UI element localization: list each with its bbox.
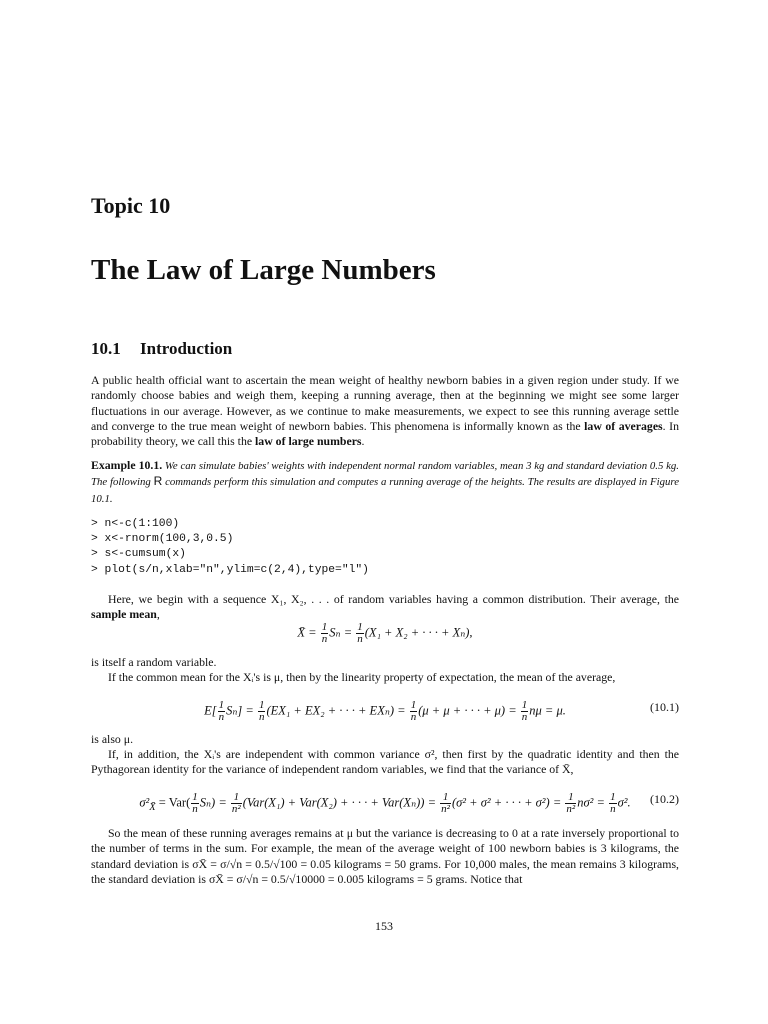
para3-line1: is itself a random variable. [91, 655, 217, 669]
denominator: n [218, 711, 225, 723]
fraction [258, 700, 266, 723]
random-variable-paragraph [91, 655, 679, 686]
intro-paragraph [91, 373, 679, 449]
fraction [440, 792, 451, 815]
intro-text-c: . [361, 434, 365, 449]
page-number: 153 [375, 919, 393, 933]
numerator: 1 [565, 792, 576, 804]
equation-sample-mean [91, 622, 679, 645]
example-paragraph [91, 458, 679, 507]
denominator: n² [566, 803, 576, 815]
section-heading [91, 339, 679, 359]
term-sample-mean: sample mean [91, 607, 157, 622]
numerator: 1 [258, 699, 265, 711]
fraction [321, 622, 329, 645]
para2-text-a: Here, we begin with a sequence X₁, X₂, . . . of random variables having a common distribution. Their average, the [108, 592, 679, 606]
eq2-part: Sₙ] = [226, 703, 257, 718]
numerator: 1 [440, 792, 451, 804]
numerator: 1 [410, 699, 417, 711]
numerator: 1 [357, 621, 363, 633]
numerator: 1 [192, 791, 198, 803]
section-title: Introduction [140, 339, 233, 358]
numerator: 1 [321, 621, 328, 633]
eq3-subscript: X̄ [149, 801, 156, 813]
eq3-part: (σ² + σ² + · · · + σ²) = [451, 795, 565, 810]
fraction [521, 700, 529, 723]
numerator: 1 [521, 699, 528, 711]
intro-text-a: A public health official want to ascertain the mean weight of healthy newborn babies in a given region under study. If we randomly choose babies and weigh them, keeping a running average, then at the beginning we might see some larger fluctuations in our average. However, as we continue to make measurements, we expect to see this running average settle and converge to the true mean weight of newborn babies. This phenomena is informally known as the [91, 373, 679, 433]
fraction [356, 622, 364, 645]
eq2-part: (EX₁ + EX₂ + · · · + EXₙ) = [266, 703, 409, 718]
example-label: Example 10.1. [91, 458, 163, 472]
eq2-part: (μ + μ + · · · + μ) = [418, 703, 520, 718]
topic-label: Topic 10 [91, 193, 171, 218]
eq2-part: nμ = μ. [529, 703, 566, 718]
numerator: 1 [610, 791, 616, 803]
denominator: n [357, 633, 363, 645]
para2-text-b: , [156, 607, 160, 622]
eq1-mid: Sₙ = [329, 625, 356, 640]
fraction [191, 792, 199, 815]
r-code-block [91, 517, 679, 578]
example-text-a: We can simulate babies' weights with independent normal random variables, mean 3 kg and standard deviation 0.5 kg. The following [91, 460, 679, 489]
eq3-part: σ² [139, 795, 150, 810]
also-mu-line: is also μ. [91, 732, 134, 746]
term-law-of-large-numbers: law of large numbers [255, 434, 362, 449]
denominator: n [192, 803, 198, 815]
equation-number: (10.2) [650, 792, 679, 806]
fraction [609, 792, 617, 815]
code-line: > x<-rnorm(100,3,0.5) [91, 533, 234, 546]
code-line: > plot(s/n,xlab="n",ylim=c(2,4),type="l") [91, 563, 369, 576]
eq1-lhs: X̄ = [297, 625, 320, 640]
intro-text-b: . In probability theory, we call this the [91, 418, 679, 449]
eq3-part: nσ² = [577, 795, 609, 810]
equation-number: (10.1) [650, 700, 679, 714]
sample-mean-paragraph [91, 592, 679, 623]
section-number: 10.1 [91, 339, 121, 358]
fraction [231, 792, 242, 815]
equation-10-1 [91, 700, 679, 723]
eq3-part: σ². [617, 795, 631, 810]
variance-paragraph: If, in addition, the Xᵢ's are independent with common variance σ², then first by the quadratic identity and then the Pythagorean identity for the variance of independent random variables, we find that the variance of X̄, [91, 747, 679, 777]
fraction [410, 700, 418, 723]
denominator: n [521, 711, 528, 723]
example-text-b: commands perform this simulation and computes a running average of the heights. The results are displayed in Figure 10.1. [91, 476, 679, 505]
eq3-part: (Var(X₁) + Var(X₂) + · · · + Var(Xₙ)) = [242, 795, 440, 810]
denominator: n [258, 711, 265, 723]
denominator: n [321, 633, 328, 645]
eq3-part: = Var( [155, 795, 191, 810]
eq2-part: E[ [204, 703, 217, 718]
denominator: n² [231, 803, 241, 815]
numerator: 1 [218, 699, 225, 711]
term-law-of-averages: law of averages [584, 418, 663, 433]
code-line: > s<-cumsum(x) [91, 548, 186, 561]
denominator: n² [441, 803, 450, 815]
eq1-rhs: (X₁ + X₂ + · · · + Xₙ), [364, 625, 473, 640]
r-language-name: R [153, 474, 163, 489]
chapter-title: The Law of Large Numbers [91, 254, 436, 286]
running-average-paragraph: So the mean of these running averages remains at μ but the variance is decreasing to 0 at a rate inversely proportional to the number of terms in the sum. For example, the mean of the average weight of 100 newborn babies is 3 kilograms, the standard deviation is σX̄ = σ/√n = 0.5/√100 = 0.05 kilograms = 50 grams. For 10,000 males, the mean remains 3 kilograms, the standard deviation is σX̄ = σ/√n = 0.5/√10000 = 0.005 kilograms = 5 grams. Notice that [91, 826, 679, 886]
para3-line2: If the common mean for the Xᵢ's is μ, then by the linearity property of expectation, the mean of the average, [108, 670, 616, 685]
numerator: 1 [231, 792, 242, 804]
eq3-part: Sₙ) = [199, 795, 230, 810]
equation-10-2 [91, 792, 679, 815]
denominator: n [610, 803, 616, 815]
denominator: n [410, 711, 417, 723]
code-line: > n<-c(1:100) [91, 518, 180, 530]
fraction [218, 700, 226, 723]
fraction [565, 792, 576, 815]
